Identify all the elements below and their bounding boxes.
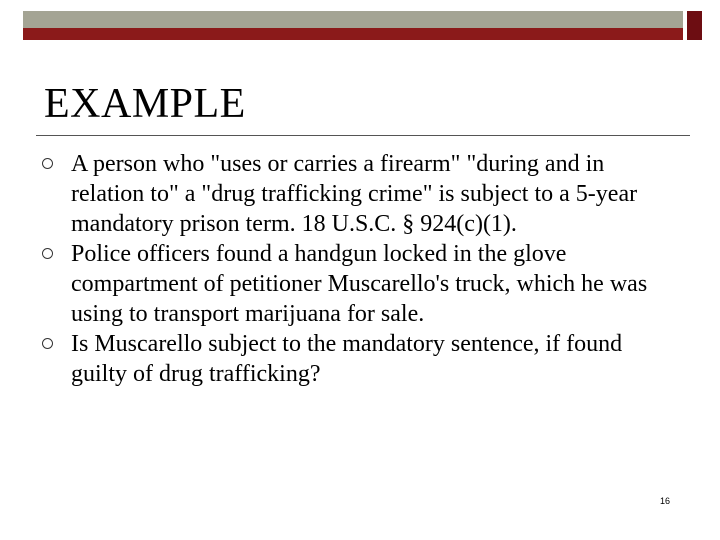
- page-number: 16: [660, 496, 671, 506]
- bullet-text-3: Is Muscarello subject to the mandatory sentence, if found guilty of drug trafficking?: [71, 331, 623, 387]
- header-red-band: [23, 28, 702, 40]
- header-corner-square: [687, 11, 702, 40]
- slide-title: EXAMPLE: [44, 81, 246, 127]
- header-gray-band: [23, 11, 702, 28]
- bullet-item-3: [40, 329, 680, 389]
- hollow-circle-bullet-icon: [42, 158, 53, 169]
- bullet-text-1: A person who "uses or carries a firearm" "during and in relation to" a "drug trafficking crime" is subject to a 5-year mandatory prison term. 18 U.S.C. § 924(c)(1).: [71, 151, 638, 237]
- bullet-item-2: [40, 239, 680, 329]
- title-divider: [36, 135, 690, 136]
- bullet-item-1: [40, 149, 680, 239]
- hollow-circle-bullet-icon: [42, 338, 53, 349]
- hollow-circle-bullet-icon: [42, 248, 53, 259]
- bullet-list: [40, 149, 680, 389]
- bullet-text-2: Police officers found a handgun locked in the glove compartment of petitioner Muscarello's truck, which he was using to transport marijuana for sale.: [71, 241, 648, 327]
- header-decoration-bar: [23, 11, 702, 40]
